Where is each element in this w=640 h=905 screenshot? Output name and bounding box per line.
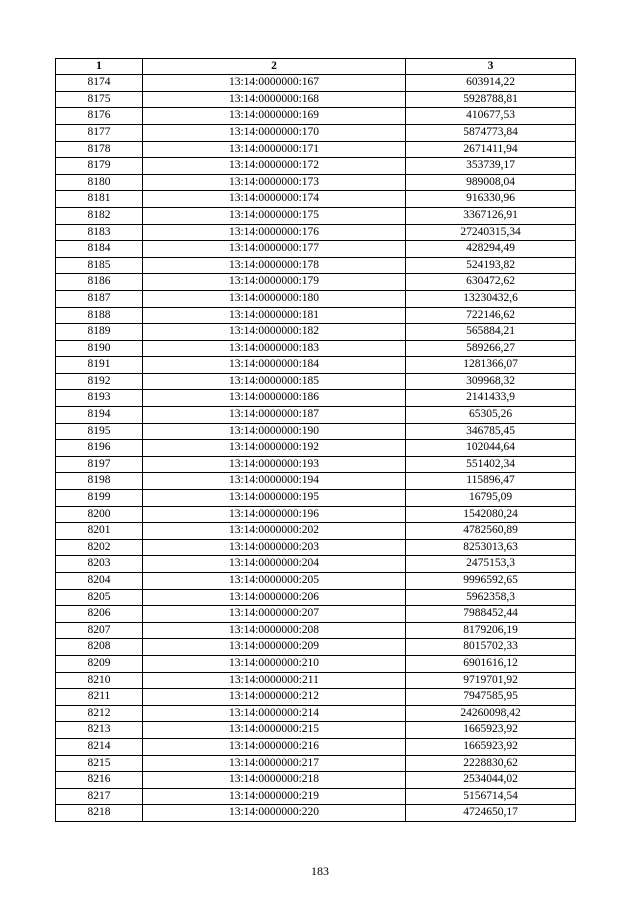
value-cell: 989008,04 (406, 174, 576, 191)
table-row (56, 639, 576, 656)
cadastral-number-cell: 13:14:0000000:182 (143, 324, 406, 341)
cadastral-number-cell: 13:14:0000000:212 (143, 689, 406, 706)
row-number-cell: 8178 (56, 141, 143, 158)
table-row (56, 373, 576, 390)
cadastral-number-cell: 13:14:0000000:214 (143, 705, 406, 722)
table-row (56, 490, 576, 507)
row-number-cell: 8202 (56, 539, 143, 556)
table-row (56, 224, 576, 241)
table-row (56, 274, 576, 291)
value-cell: 524193,82 (406, 257, 576, 274)
row-number-cell: 8186 (56, 274, 143, 291)
table-row (56, 141, 576, 158)
cadastral-number-cell: 13:14:0000000:171 (143, 141, 406, 158)
table-row (56, 257, 576, 274)
row-number-cell: 8204 (56, 573, 143, 590)
table-header (56, 59, 576, 75)
row-number-cell: 8207 (56, 622, 143, 639)
cadastral-number-cell: 13:14:0000000:205 (143, 573, 406, 590)
row-number-cell: 8183 (56, 224, 143, 241)
cadastral-number-cell: 13:14:0000000:203 (143, 539, 406, 556)
cadastral-number-cell: 13:14:0000000:206 (143, 589, 406, 606)
row-number-cell: 8216 (56, 772, 143, 789)
table-row (56, 606, 576, 623)
row-number-cell: 8197 (56, 456, 143, 473)
cadastral-number-cell: 13:14:0000000:184 (143, 357, 406, 374)
cadastral-number-cell: 13:14:0000000:202 (143, 523, 406, 540)
value-cell: 2228830,62 (406, 755, 576, 772)
value-cell: 410677,53 (406, 108, 576, 125)
value-cell: 102044,64 (406, 440, 576, 457)
table-row (56, 755, 576, 772)
value-cell: 1665923,92 (406, 722, 576, 739)
row-number-cell: 8210 (56, 672, 143, 689)
cadastral-number-cell: 13:14:0000000:220 (143, 805, 406, 822)
cadastral-number-cell: 13:14:0000000:169 (143, 108, 406, 125)
table-row (56, 539, 576, 556)
cadastral-number-cell: 13:14:0000000:190 (143, 423, 406, 440)
row-number-cell: 8182 (56, 207, 143, 224)
row-number-cell: 8205 (56, 589, 143, 606)
table-row (56, 456, 576, 473)
table-row (56, 75, 576, 92)
value-cell: 1542080,24 (406, 506, 576, 523)
table-row (56, 738, 576, 755)
value-cell: 5962358,3 (406, 589, 576, 606)
cadastral-number-cell: 13:14:0000000:185 (143, 373, 406, 390)
row-number-cell: 8190 (56, 340, 143, 357)
cadastral-number-cell: 13:14:0000000:187 (143, 407, 406, 424)
value-cell: 6901616,12 (406, 655, 576, 672)
value-cell: 630472,62 (406, 274, 576, 291)
cadastral-number-cell: 13:14:0000000:195 (143, 490, 406, 507)
table-row (56, 473, 576, 490)
row-number-cell: 8195 (56, 423, 143, 440)
value-cell: 722146,62 (406, 307, 576, 324)
value-cell: 65305,26 (406, 407, 576, 424)
cadastral-number-cell: 13:14:0000000:175 (143, 207, 406, 224)
value-cell: 8015702,33 (406, 639, 576, 656)
row-number-cell: 8200 (56, 506, 143, 523)
value-cell: 115896,47 (406, 473, 576, 490)
column-header-2: 2 (143, 59, 406, 75)
value-cell: 7947585,95 (406, 689, 576, 706)
cadastral-number-cell: 13:14:0000000:167 (143, 75, 406, 92)
column-header-3: 3 (406, 59, 576, 75)
table-row (56, 290, 576, 307)
cadastral-number-cell: 13:14:0000000:208 (143, 622, 406, 639)
row-number-cell: 8206 (56, 606, 143, 623)
row-number-cell: 8215 (56, 755, 143, 772)
value-cell: 1281366,07 (406, 357, 576, 374)
table-row (56, 207, 576, 224)
cadastral-number-cell: 13:14:0000000:207 (143, 606, 406, 623)
cadastral-number-cell: 13:14:0000000:192 (143, 440, 406, 457)
table-row (56, 390, 576, 407)
value-cell: 27240315,34 (406, 224, 576, 241)
cadastral-number-cell: 13:14:0000000:216 (143, 738, 406, 755)
table-row (56, 407, 576, 424)
cadastral-number-cell: 13:14:0000000:218 (143, 772, 406, 789)
table-row (56, 506, 576, 523)
table-row (56, 340, 576, 357)
value-cell: 8179206,19 (406, 622, 576, 639)
table-row (56, 124, 576, 141)
row-number-cell: 8180 (56, 174, 143, 191)
table-row (56, 788, 576, 805)
cadastral-number-cell: 13:14:0000000:179 (143, 274, 406, 291)
value-cell: 8253013,63 (406, 539, 576, 556)
row-number-cell: 8213 (56, 722, 143, 739)
value-cell: 916330,96 (406, 191, 576, 208)
row-number-cell: 8198 (56, 473, 143, 490)
value-cell: 7988452,44 (406, 606, 576, 623)
page-number: 183 (311, 864, 329, 878)
row-number-cell: 8196 (56, 440, 143, 457)
table-row (56, 307, 576, 324)
cadastral-number-cell: 13:14:0000000:177 (143, 241, 406, 258)
row-number-cell: 8176 (56, 108, 143, 125)
value-cell: 9719701,92 (406, 672, 576, 689)
row-number-cell: 8214 (56, 738, 143, 755)
row-number-cell: 8193 (56, 390, 143, 407)
table-row (56, 722, 576, 739)
table-row (56, 672, 576, 689)
cadastral-number-cell: 13:14:0000000:172 (143, 158, 406, 175)
table-row (56, 689, 576, 706)
cadastral-number-cell: 13:14:0000000:196 (143, 506, 406, 523)
row-number-cell: 8201 (56, 523, 143, 540)
cadastral-number-cell: 13:14:0000000:174 (143, 191, 406, 208)
header-row (56, 59, 576, 75)
cadastral-number-cell: 13:14:0000000:194 (143, 473, 406, 490)
cadastral-number-cell: 13:14:0000000:219 (143, 788, 406, 805)
table-row (56, 191, 576, 208)
value-cell: 16795,09 (406, 490, 576, 507)
data-table (55, 58, 576, 822)
table-row (56, 523, 576, 540)
cadastral-number-cell: 13:14:0000000:173 (143, 174, 406, 191)
cadastral-number-cell: 13:14:0000000:168 (143, 91, 406, 108)
cadastral-number-cell: 13:14:0000000:183 (143, 340, 406, 357)
row-number-cell: 8177 (56, 124, 143, 141)
value-cell: 4724650,17 (406, 805, 576, 822)
row-number-cell: 8179 (56, 158, 143, 175)
value-cell: 603914,22 (406, 75, 576, 92)
value-cell: 4782560,89 (406, 523, 576, 540)
cadastral-number-cell: 13:14:0000000:217 (143, 755, 406, 772)
table-row (56, 423, 576, 440)
row-number-cell: 8185 (56, 257, 143, 274)
cadastral-number-cell: 13:14:0000000:181 (143, 307, 406, 324)
value-cell: 24260098,42 (406, 705, 576, 722)
value-cell: 2534044,02 (406, 772, 576, 789)
row-number-cell: 8192 (56, 373, 143, 390)
row-number-cell: 8208 (56, 639, 143, 656)
table-row (56, 556, 576, 573)
table-row (56, 324, 576, 341)
table-row (56, 174, 576, 191)
table-row (56, 241, 576, 258)
row-number-cell: 8174 (56, 75, 143, 92)
row-number-cell: 8211 (56, 689, 143, 706)
cadastral-number-cell: 13:14:0000000:215 (143, 722, 406, 739)
cadastral-number-cell: 13:14:0000000:210 (143, 655, 406, 672)
value-cell: 309968,32 (406, 373, 576, 390)
value-cell: 5874773,84 (406, 124, 576, 141)
table-row (56, 91, 576, 108)
cadastral-number-cell: 13:14:0000000:186 (143, 390, 406, 407)
value-cell: 5928788,81 (406, 91, 576, 108)
table-row (56, 622, 576, 639)
cadastral-number-cell: 13:14:0000000:209 (143, 639, 406, 656)
value-cell: 1665923,92 (406, 738, 576, 755)
cadastral-number-cell: 13:14:0000000:170 (143, 124, 406, 141)
value-cell: 589266,27 (406, 340, 576, 357)
row-number-cell: 8191 (56, 357, 143, 374)
value-cell: 2671411,94 (406, 141, 576, 158)
table-row (56, 805, 576, 822)
column-header-1: 1 (56, 59, 143, 75)
table-row (56, 655, 576, 672)
cadastral-number-cell: 13:14:0000000:180 (143, 290, 406, 307)
row-number-cell: 8203 (56, 556, 143, 573)
row-number-cell: 8199 (56, 490, 143, 507)
table-row (56, 440, 576, 457)
row-number-cell: 8187 (56, 290, 143, 307)
value-cell: 565884,21 (406, 324, 576, 341)
value-cell: 551402,34 (406, 456, 576, 473)
cadastral-number-cell: 13:14:0000000:176 (143, 224, 406, 241)
table-row (56, 357, 576, 374)
table-row (56, 108, 576, 125)
value-cell: 2475153,3 (406, 556, 576, 573)
row-number-cell: 8217 (56, 788, 143, 805)
row-number-cell: 8189 (56, 324, 143, 341)
row-number-cell: 8175 (56, 91, 143, 108)
value-cell: 2141433,9 (406, 390, 576, 407)
row-number-cell: 8212 (56, 705, 143, 722)
value-cell: 13230432,6 (406, 290, 576, 307)
table-row (56, 772, 576, 789)
row-number-cell: 8184 (56, 241, 143, 258)
cadastral-number-cell: 13:14:0000000:211 (143, 672, 406, 689)
value-cell: 3367126,91 (406, 207, 576, 224)
value-cell: 5156714,54 (406, 788, 576, 805)
value-cell: 346785,45 (406, 423, 576, 440)
cadastral-number-cell: 13:14:0000000:204 (143, 556, 406, 573)
table-row (56, 158, 576, 175)
row-number-cell: 8209 (56, 655, 143, 672)
cadastral-number-cell: 13:14:0000000:193 (143, 456, 406, 473)
table-row (56, 589, 576, 606)
cadastral-number-cell: 13:14:0000000:178 (143, 257, 406, 274)
row-number-cell: 8218 (56, 805, 143, 822)
table-row (56, 705, 576, 722)
value-cell: 428294,49 (406, 241, 576, 258)
row-number-cell: 8194 (56, 407, 143, 424)
table-row (56, 573, 576, 590)
row-number-cell: 8188 (56, 307, 143, 324)
value-cell: 9996592,65 (406, 573, 576, 590)
row-number-cell: 8181 (56, 191, 143, 208)
table-body (56, 75, 576, 822)
value-cell: 353739,17 (406, 158, 576, 175)
